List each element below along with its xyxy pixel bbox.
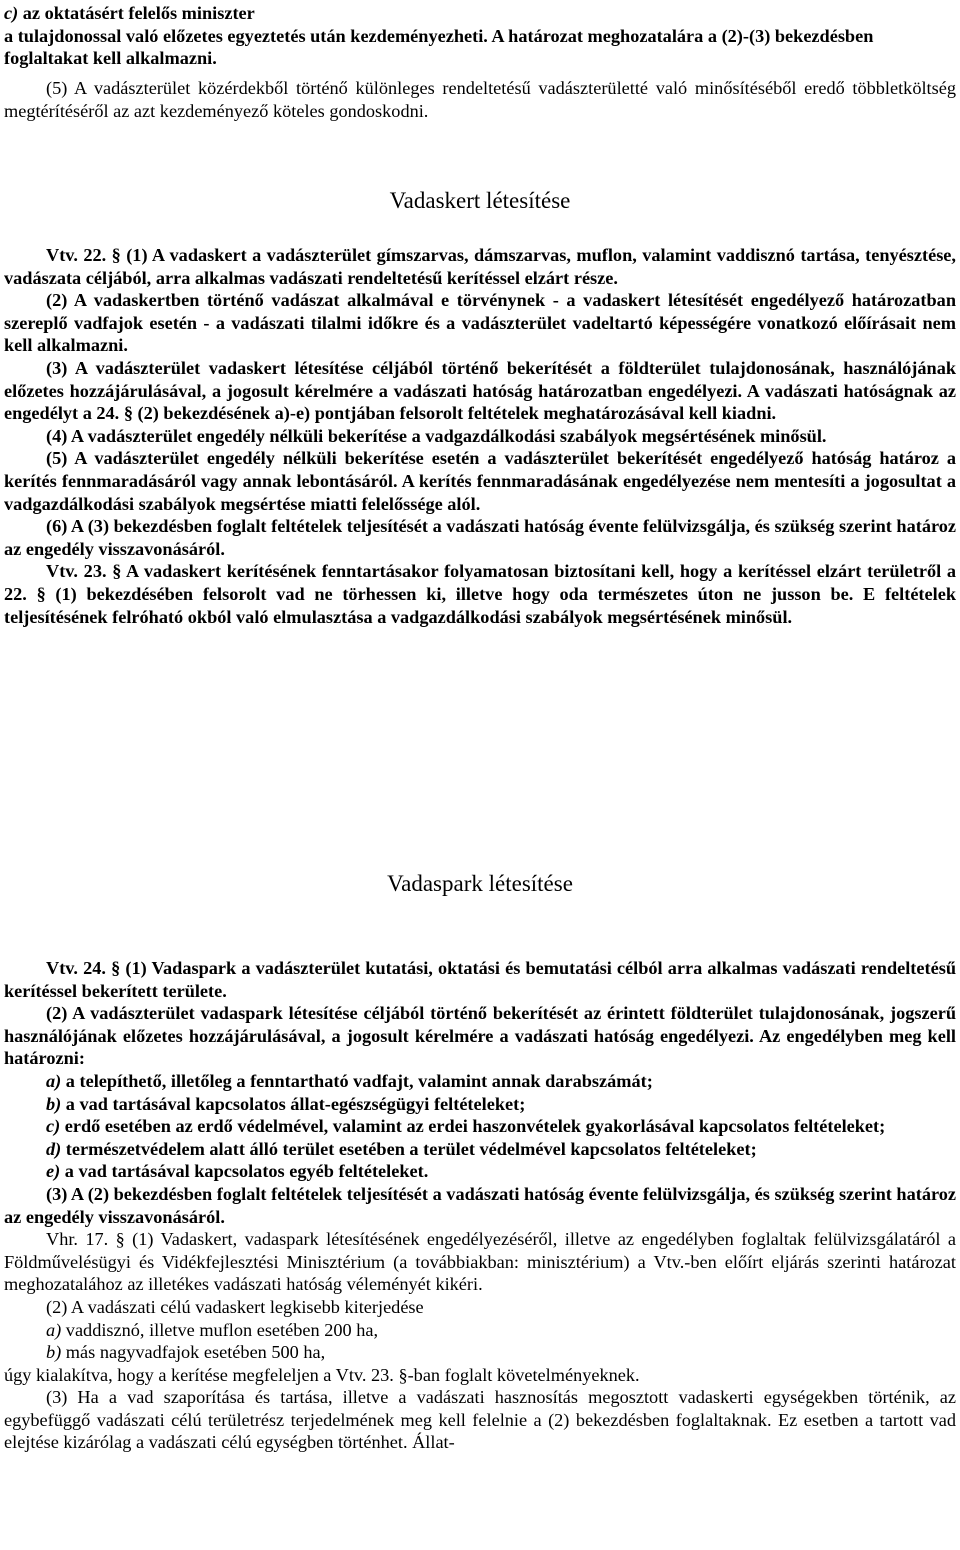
list-item-d-mark: d) xyxy=(46,1138,62,1159)
list-item-a xyxy=(4,1070,956,1093)
vhr-17-paragraph-2: (2) A vadászati célú vadaskert legkisebb kiterjedése xyxy=(46,1296,424,1317)
intro-block xyxy=(4,2,956,70)
vtv-24-paragraph-3: (3) A (2) bekezdésben foglalt feltételek teljesítését a vadászati hatóság évente felülvizsgálja, és szükség szerint határoz az engedély visszavonásáról. xyxy=(4,1183,956,1227)
list-item-e xyxy=(4,1160,956,1183)
vtv-22-paragraph-3: (3) A vadászterület vadaskert létesítése céljából történő bekerítését a földterület tulajdonosának, használójának előzetes hozzájárulásával, a jogosult kérelmére a vadászati hatóság határozatban engedélyezi. A vadászati hatóságnak az engedélyt a 24. § (2) bekezdésének a)-e) pontjában felsorolt feltételek meghatározásával kell kiadni. xyxy=(4,357,956,424)
list-item-a-mark: a) xyxy=(46,1070,62,1091)
list-item-d xyxy=(4,1138,956,1161)
vtv-22-paragraph-2: (2) A vadaskertben történő vadászat alkalmával e törvénynek - a vadaskert létesítését engedélyező határozatban szereplő vadfajok esetén - a vadászati tilalmi időkre és a vadászterület vadeltartó képességére vonatkozó előírásait nem kell alkalmazni. xyxy=(4,290,956,356)
list-item-e-mark: e) xyxy=(46,1161,61,1182)
intro-item-c-text: az oktatásért felelős miniszter xyxy=(18,3,255,23)
vhr-17-block xyxy=(4,1228,956,1454)
list-item-e-text: a vad tartásával kapcsolatos egyéb feltételeket. xyxy=(60,1161,429,1182)
vhr-17-item-b-mark: b) xyxy=(46,1342,62,1363)
list-item-d-text: természetvédelem alatt álló terület esetében a terület védelmével kapcsolatos feltételeket; xyxy=(61,1138,757,1159)
vtv-22-paragraph-1: Vtv. 22. § (1) A vadaskert a vadászterület gímszarvas, dámszarvas, muflon, valamint vaddisznó tartása, tenyésztése, vadászata céljából, arra alkalmas vadászati rendeltetésű kerítéssel elzárt része. xyxy=(4,245,956,288)
intro-paragraph: a tulajdonossal való előzetes egyeztetés után kezdeményezheti. A határozat meghozatalára a (2)-(3) bekezdésben foglaltakat kell alkalmazni. xyxy=(4,25,874,69)
list-item-b xyxy=(4,1093,956,1116)
vtv-24-block xyxy=(4,957,956,1228)
list-item-c-mark: c) xyxy=(46,1116,61,1137)
vtv-23-paragraph: Vtv. 23. § A vadaskert kerítésének fenntartásakor folyamatosan biztosítani kell, hogy a kerítéssel elzárt területről a 22. § (1) bekezdésében felsorolt vad ne törhessen ki, illetve hogy oda természetes úton ne jusson be. E feltételek teljesítésének felróható okból való elmulasztása a vadgazdálkodási szabályok megsértésének minősül. xyxy=(4,561,956,627)
vhr-17-item-b-text: más nagyvadfajok esetében 500 ha, xyxy=(61,1342,326,1363)
intro-paragraph-5-block xyxy=(4,77,956,122)
vhr-17-paragraph-1: Vhr. 17. § (1) Vadaskert, vadaspark létesítésének engedélyezéséről, illetve az engedélyben foglaltak felülvizsgálatáról a Földművelésügyi és Vidékfejlesztési Minisztérium (a továbbiakban: minisztérium) a Vtv.-ben előírt eljárás szerinti határozat meghozatalához az illetékes vadászati hatóság véleményét kikéri. xyxy=(4,1229,956,1295)
section-title-vadaspark: Vadaspark létesítése xyxy=(387,871,573,896)
vhr-17-paragraph-3: (3) Ha a vad szaporítása és tartása, illetve a vadászati hasznosítás megosztott vadaskerti egységekben történik, az egybefüggő vadászati célú területrész terjedelmének meg kell felelnie a (2) bekezdésben foglaltaknak. Ez esetben a tartott vad elejtése kizárólag a vadászati célú egységben történhet. Állat- xyxy=(4,1387,956,1453)
vtv-22-paragraph-5: (5) A vadászterület engedély nélküli bekerítése esetén a vadászterület bekerítését engedélyező hatóság határoz a kerítés fennmaradásáról vagy annak lebontásáról. A kerítés fennmaradásának engedélyezése nem mentesíti a jogosultat a vadgazdálkodási szabályok megsértése miatti felelőssége alól. xyxy=(4,448,956,514)
section-vadaskert xyxy=(4,244,956,628)
vtv-24-paragraph-1: Vtv. 24. § (1) Vadaspark a vadászterület kutatási, oktatási és bemutatási célból arra alkalmas vadászati rendeltetésű kerítéssel bekerített területe. xyxy=(4,958,956,1001)
vhr-17-paragraph-2-end: úgy kialakítva, hogy a kerítése megfeleljen a Vtv. 23. §-ban foglalt követelményeknek. xyxy=(4,1364,640,1385)
vtv-22-paragraph-4: (4) A vadászterület engedély nélküli bekerítése a vadgazdálkodási szabályok megsértésének minősül. xyxy=(46,425,827,446)
list-item-c-text: erdő esetében az erdő védelmével, valamint az erdei haszonvételek gyakorlásával kapcsolatos feltételeket; xyxy=(60,1116,886,1137)
vhr-17-item-a xyxy=(4,1319,956,1342)
intro-item-c-mark: c) xyxy=(4,3,19,23)
vtv-22-paragraph-6: (6) A (3) bekezdésben foglalt feltételek teljesítését a vadászati hatóság évente felülvizsgálja, és szükség szerint határoz az engedély visszavonásáról. xyxy=(4,516,956,559)
section-title-vadaskert: Vadaskert létesítése xyxy=(389,188,571,213)
vhr-17-item-b xyxy=(4,1341,956,1364)
vhr-17-item-a-text: vaddisznó, illetve muflon esetében 200 ha, xyxy=(61,1319,379,1340)
list-item-a-text: a telepíthető, illetőleg a fenntartható vadfajt, valamint annak darabszámát; xyxy=(61,1070,653,1091)
intro-paragraph-5: (5) A vadászterület közérdekből történő különleges rendeltetésű vadászterületté való minősítéséből eredő többletköltség megtérítéséről az azt kezdeményező köteles gondoskodni. xyxy=(4,78,956,121)
vhr-17-item-a-mark: a) xyxy=(46,1319,62,1340)
list-item-b-mark: b) xyxy=(46,1093,62,1114)
section-vadaspark xyxy=(4,957,956,1454)
intro-item-c xyxy=(4,2,956,25)
list-item-b-text: a vad tartásával kapcsolatos állat-egészségügyi feltételeket; xyxy=(61,1093,526,1114)
list-item-c xyxy=(4,1115,956,1138)
vtv-24-paragraph-2: (2) A vadászterület vadaspark létesítése céljából történő bekerítését az érintett földterület tulajdonosának, jogszerű használójának előzetes hozzájárulásával, a jogosult kérelmére a vadászati hatóság engedélyezi. Az engedélyben meg kell határozni: xyxy=(4,1003,956,1069)
